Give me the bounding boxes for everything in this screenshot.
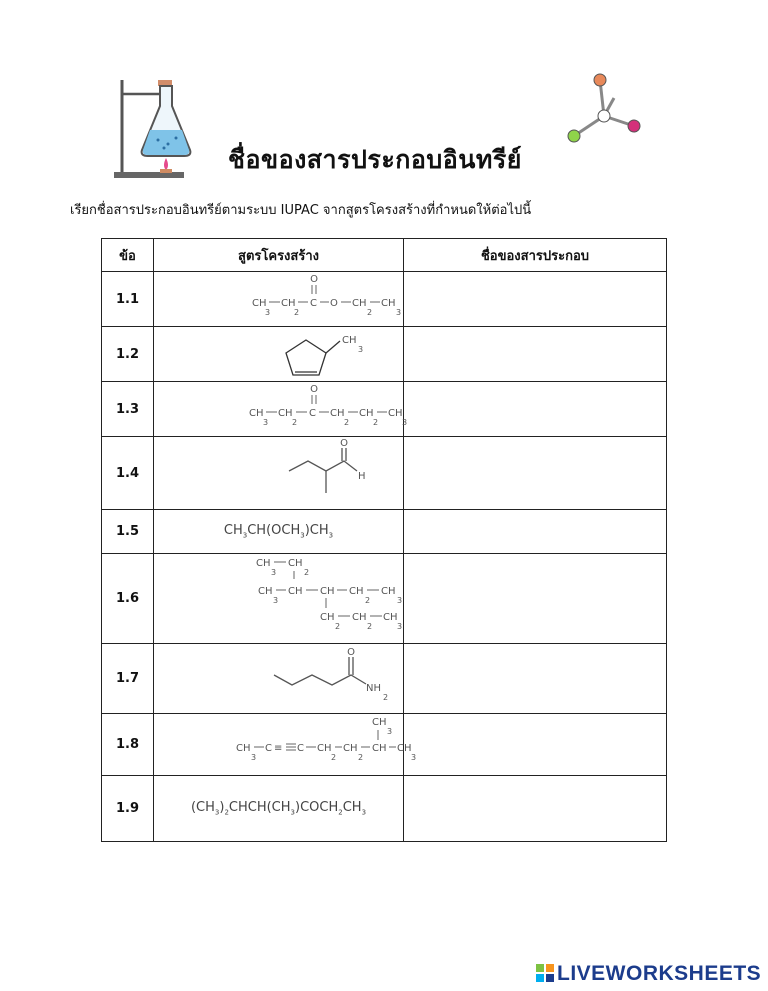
svg-text:O: O bbox=[310, 384, 318, 395]
instruction-text: เรียกชื่อสารประกอบอินทรีย์ตามระบบ IUPAC จากสูตรโครงสร้างที่กำหนดให้ต่อไปนี้ bbox=[70, 203, 532, 218]
row-number: 1.6 bbox=[102, 554, 154, 644]
svg-text:CH: CH bbox=[352, 298, 367, 309]
svg-text:CH: CH bbox=[343, 743, 358, 754]
svg-text:C: C bbox=[297, 743, 304, 754]
row-number: 1.2 bbox=[102, 327, 154, 382]
svg-text:CH: CH bbox=[281, 298, 296, 309]
svg-text:CH: CH bbox=[278, 408, 293, 419]
answer-cell[interactable] bbox=[404, 510, 667, 554]
svg-text:2: 2 bbox=[367, 308, 373, 317]
svg-text:2: 2 bbox=[373, 418, 379, 427]
svg-text:CH: CH bbox=[352, 612, 367, 623]
liveworksheets-brand: LIVEWORKSHEETS bbox=[557, 962, 762, 985]
svg-text:3: 3 bbox=[251, 753, 257, 762]
svg-text:CH: CH bbox=[320, 612, 335, 623]
svg-text:CH: CH bbox=[317, 743, 332, 754]
svg-text:3: 3 bbox=[265, 308, 271, 317]
svg-text:2: 2 bbox=[331, 753, 337, 762]
svg-text:3: 3 bbox=[271, 568, 277, 577]
svg-text:C: C bbox=[309, 408, 316, 419]
svg-text:CH: CH bbox=[381, 298, 396, 309]
svg-text:2: 2 bbox=[358, 753, 364, 762]
svg-text:≡: ≡ bbox=[274, 743, 283, 754]
structure-1-1 bbox=[154, 272, 403, 326]
row-number: 1.7 bbox=[102, 644, 154, 714]
svg-text:CH: CH bbox=[342, 335, 357, 346]
svg-text:2: 2 bbox=[304, 568, 310, 577]
svg-text:3: 3 bbox=[358, 345, 364, 354]
structure-1-2 bbox=[154, 327, 403, 381]
condensed-formula-1-9: $(CH_3)_2CHCH(CH_3)COCH_2CH_3$ bbox=[154, 776, 404, 842]
header-number: ข้อ bbox=[102, 239, 154, 272]
row-number: 1.4 bbox=[102, 437, 154, 510]
structure-cell bbox=[154, 554, 404, 644]
answer-cell[interactable] bbox=[404, 644, 667, 714]
svg-text:3: 3 bbox=[411, 753, 417, 762]
svg-text:O: O bbox=[340, 438, 348, 449]
answer-cell[interactable] bbox=[404, 437, 667, 510]
svg-text:2: 2 bbox=[383, 693, 389, 702]
svg-text:3: 3 bbox=[263, 418, 269, 427]
svg-text:CH: CH bbox=[249, 408, 264, 419]
structure-1-8 bbox=[154, 714, 417, 775]
svg-text:CH: CH bbox=[320, 586, 335, 597]
condensed-formula-1-5: $CH_3CH(OCH_3)CH_3$ bbox=[154, 510, 404, 554]
table-row bbox=[102, 554, 667, 644]
table-row bbox=[102, 327, 667, 382]
structure-cell bbox=[154, 437, 404, 510]
svg-text:CH: CH bbox=[372, 717, 387, 728]
svg-text:CH: CH bbox=[330, 408, 345, 419]
answer-cell[interactable] bbox=[404, 382, 667, 437]
svg-text:2: 2 bbox=[344, 418, 350, 427]
table-row bbox=[102, 644, 667, 714]
structure-1-7 bbox=[154, 644, 403, 713]
answer-cell[interactable] bbox=[404, 714, 667, 776]
flask-illustration bbox=[110, 72, 200, 182]
answer-cell[interactable] bbox=[404, 776, 667, 842]
svg-text:CH: CH bbox=[236, 743, 251, 754]
svg-text:C: C bbox=[265, 743, 272, 754]
svg-text:CH: CH bbox=[258, 586, 273, 597]
svg-text:CH: CH bbox=[349, 586, 364, 597]
molecule-illustration bbox=[560, 68, 650, 148]
structure-cell bbox=[154, 327, 404, 382]
svg-text:O: O bbox=[310, 274, 318, 285]
svg-text:CH: CH bbox=[359, 408, 374, 419]
svg-text:CH: CH bbox=[288, 586, 303, 597]
table-row bbox=[102, 714, 667, 776]
answer-cell[interactable] bbox=[404, 554, 667, 644]
svg-text:CH: CH bbox=[383, 612, 398, 623]
svg-text:CH: CH bbox=[388, 408, 403, 419]
row-number: 1.5 bbox=[102, 510, 154, 554]
header-compound-name: ชื่อของสารประกอบ bbox=[404, 239, 667, 272]
svg-text:2: 2 bbox=[367, 622, 373, 631]
svg-text:3: 3 bbox=[397, 622, 403, 631]
svg-text:2: 2 bbox=[294, 308, 300, 317]
svg-text:CH: CH bbox=[397, 743, 412, 754]
page-title: ชื่อของสารประกอบอินทรีย์ bbox=[228, 145, 522, 174]
svg-text:3: 3 bbox=[273, 596, 279, 605]
answer-cell[interactable] bbox=[404, 272, 667, 327]
svg-text:2: 2 bbox=[335, 622, 341, 631]
svg-text:NH: NH bbox=[366, 683, 381, 694]
structure-1-4 bbox=[154, 437, 403, 509]
row-number: 1.1 bbox=[102, 272, 154, 327]
answer-cell[interactable] bbox=[404, 327, 667, 382]
worksheet-table bbox=[101, 238, 667, 842]
structure-cell bbox=[154, 644, 404, 714]
svg-text:2: 2 bbox=[365, 596, 371, 605]
liveworksheets-icon bbox=[536, 964, 554, 982]
table-row bbox=[102, 437, 667, 510]
svg-text:CH: CH bbox=[288, 558, 303, 569]
svg-text:3: 3 bbox=[387, 727, 393, 736]
svg-text:H: H bbox=[358, 471, 366, 482]
svg-text:CH: CH bbox=[256, 558, 271, 569]
svg-text:O: O bbox=[347, 647, 355, 658]
table-header-row bbox=[102, 239, 667, 272]
row-number: 1.9 bbox=[102, 776, 154, 842]
table-row bbox=[102, 382, 667, 437]
table-row bbox=[102, 776, 667, 842]
table-row bbox=[102, 272, 667, 327]
svg-text:CH: CH bbox=[372, 743, 387, 754]
svg-text:C: C bbox=[310, 298, 317, 309]
structure-1-3 bbox=[154, 382, 408, 436]
svg-text:2: 2 bbox=[292, 418, 298, 427]
svg-text:3: 3 bbox=[402, 418, 408, 427]
svg-text:CH: CH bbox=[381, 586, 396, 597]
svg-text:3: 3 bbox=[396, 308, 402, 317]
liveworksheets-logo[interactable] bbox=[536, 962, 761, 986]
header-structure: สูตรโครงสร้าง bbox=[154, 239, 404, 272]
table-row bbox=[102, 510, 667, 554]
row-number: 1.3 bbox=[102, 382, 154, 437]
structure-cell bbox=[154, 272, 404, 327]
svg-text:O: O bbox=[330, 298, 338, 309]
svg-text:CH: CH bbox=[252, 298, 267, 309]
structure-cell bbox=[154, 382, 408, 437]
row-number: 1.8 bbox=[102, 714, 154, 776]
svg-text:3: 3 bbox=[397, 596, 403, 605]
structure-cell bbox=[154, 714, 417, 776]
structure-1-6 bbox=[154, 554, 403, 643]
